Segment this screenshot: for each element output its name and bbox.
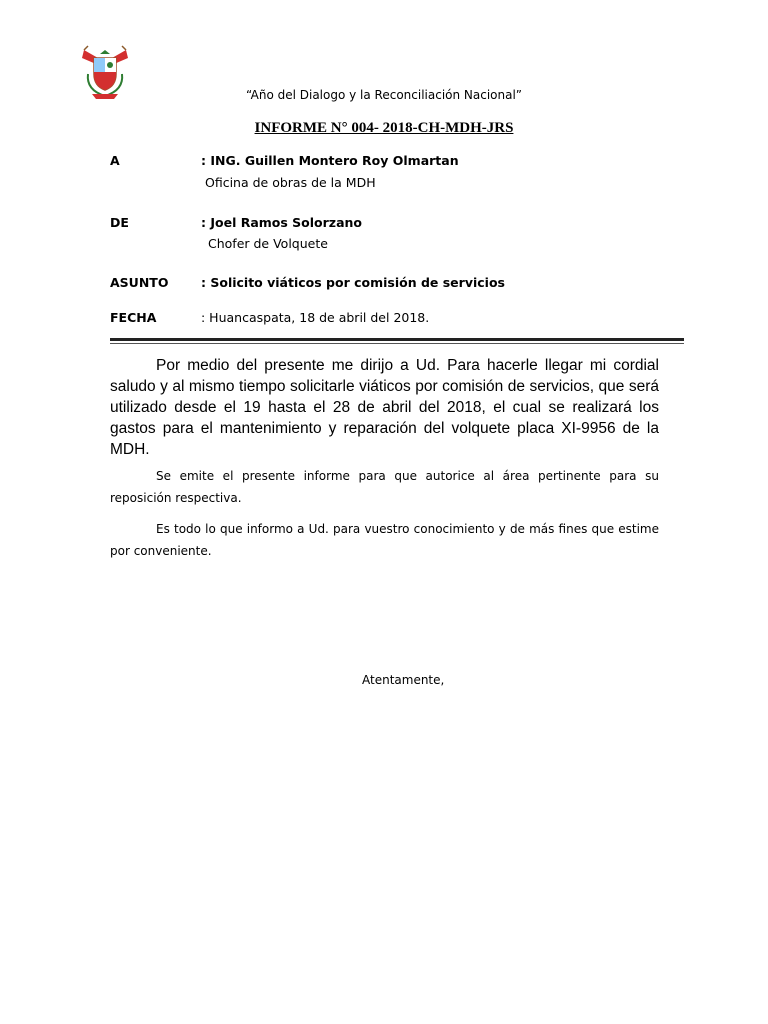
closing-salutation: Atentamente, xyxy=(362,673,445,687)
from-name: : Joel Ramos Solorzano xyxy=(201,215,362,230)
body-paragraph-1: Por medio del presente me dirijo a Ud. Para hacerle llegar mi cordial saludo y al mismo tiempo solicitarle viáticos por comisión de servicios, que será utilizado desde el 19 hasta el 28 de abril del 2018, el cual se realizará los gastos para el mantenimiento y reparación del volquete placa XI-9956 de la MDH. xyxy=(110,357,659,458)
date-value: : Huancaspata, 18 de abril del 2018. xyxy=(201,310,430,325)
year-motto: “Año del Dialogo y la Reconciliación Nacional” xyxy=(245,88,523,102)
date-label: FECHA xyxy=(110,310,157,325)
from-role: Chofer de Volquete xyxy=(208,236,328,251)
document-title: INFORME N° 004- 2018-CH-MDH-JRS xyxy=(254,120,514,136)
to-name: : ING. Guillen Montero Roy Olmartan xyxy=(201,153,459,168)
subject-value: : Solicito viáticos por comisión de servicios xyxy=(201,275,505,290)
body-paragraph-3: Es todo lo que informo a Ud. para vuestro conocimiento y de más fines que estime por conveniente. xyxy=(110,522,659,558)
to-office: Oficina de obras de la MDH xyxy=(205,175,376,190)
header-divider xyxy=(110,338,684,341)
body-paragraph-2: Se emite el presente informe para que autorice al área pertinente para su reposición respectiva. xyxy=(110,469,659,505)
subject-label: ASUNTO xyxy=(110,275,169,290)
to-label: A xyxy=(110,153,120,168)
header-divider-thin xyxy=(110,343,684,344)
from-label: DE xyxy=(110,215,129,230)
